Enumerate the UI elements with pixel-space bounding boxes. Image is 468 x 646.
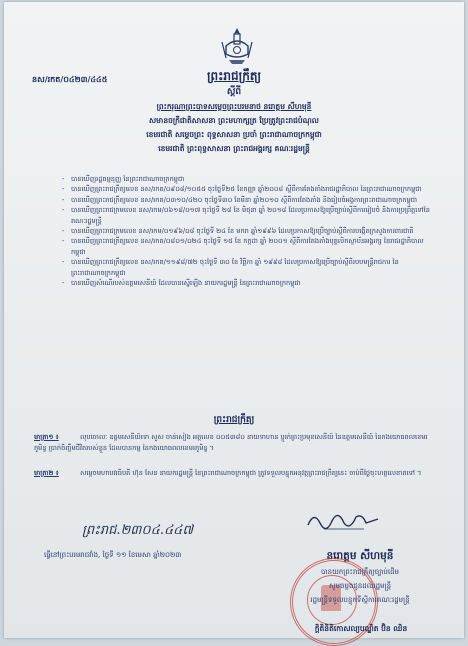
intro-line: ខេមរជាតិ សម្ដេចព្រះ ពុទ្ធសាសនា ប្រចាំ ព្រះរាជាណាចក្រកម្ពុជា [146, 130, 322, 139]
article-text: សម្ដេចមហាបវរធិបតី ហ៊ុន សែន នាយករដ្ឋមន្ត្រី នៃព្រះរាជាណាចក្រកម្ពុជា ត្រូវទទួលបន្ទុកអនុវត្តព្រះរាជក្រឹត្យនេះ ចាប់ពីថ្ងៃចុះហត្ថលេខាតទៅ ។ [80, 469, 422, 477]
signer-name: នរោត្តម សីហមុនី [326, 550, 394, 562]
reference-item: - បានឃើញព្រះរាជក្រឹត្យលេខ នស/រកត/០៨០១/០២៤ ចុះថ្ងៃទី ១៥ ខែ កក្កដា ឆ្នាំ ២០០១ ស្ដីពីការតែងតាំងបុគ្គលិកស្ថាប័នអង្គរក្ស នៃរាជរដ្ឋាភិបាលកម្ពុជា [62, 236, 434, 257]
reference-item: - បានឃើញសំណើរបស់ឧត្ដមសេនីយ៍ ដែលបានស្នើឡើង នាយករដ្ឋមន្ត្រី នៃព្រះរាជាណាចក្រកម្ពុជា [62, 278, 434, 288]
reference-item: - បានឃើញព្រះរាជក្រឹត្យលេខ នស/រកត/០៩០៨/១០៥៥ ចុះថ្ងៃទី២៥ ខែកញ្ញា ឆ្នាំ២០០៨ ស្ដីពីការតែងតាំងរាជរដ្ឋាភិបាល នៃព្រះរាជាណាចក្រកម្ពុជា [62, 184, 434, 194]
intro-line: ខេមរជាតិ ព្រះពុទ្ធសាសនា ព្រះរាជអង្គរក្ស គណៈរដ្ឋមន្ត្រី [158, 144, 310, 153]
place-and-date: ធ្វើនៅព្រះបរមរាជវាំង, ថ្ងៃទី ១១ ខែមេសា ឆ្នាំ២០២៣ [44, 551, 182, 559]
reference-list [62, 174, 434, 288]
handwritten-date: ព្រះរាជ.២៣០៤.៤៤៧ [82, 523, 194, 538]
reference-item: - បានឃើញព្រះរាជក្រឹត្យលេខ នស/រកត/១១៩៨/៧២ ចុះថ្ងៃទី ៣០ ខែ វិច្ឆិកា ឆ្នាំ ១៩៩៨ ដែលប្រកាសឱ្យប្រើច្បាប់ស្ដីពីរបបមន្ត្រីរាជការ នៃព្រះរាជាណាចក្រកម្ពុជា [62, 257, 434, 278]
decree-heading: ព្រះរាជក្រឹត្យ [213, 415, 255, 425]
reference-item: - បានឃើញព្រះរាជក្រមលេខ នស/រកម/០៦១៨/០១៧ ចុះថ្ងៃទី ២៨ ខែ មិថុនា ឆ្នាំ ២០១៨ ដែលប្រកាសឱ្យប្រើច្បាប់ស្ដីពីការរៀបចំ និងការប្រព្រឹត្តទៅនៃគណៈរដ្ឋមន្ត្រី [62, 205, 434, 226]
article-1 [34, 432, 434, 454]
document-page [4, 2, 464, 638]
reference-item: - បានឃើញព្រះរាជក្រមលេខ នស/រកម/០១៩៦/០៨ ចុះថ្ងៃទី ២៤ ខែ មករា ឆ្នាំ១៩៩៦ ដែលប្រកាសឱ្យប្រើច្បាប់ស្ដីពីការបង្កើតក្រសួងការពារជាតិ [62, 226, 434, 236]
reference-item: - បានឃើញព្រះរាជក្រឹត្យលេខ នស/រកត/០៣១០/៤២០ ចុះថ្ងៃទី៣០ ខែមីនា ឆ្នាំ២០១០ ស្ដីពីការតែងតាំង និងរៀបចំអង្គការព្រះរាជាណាចក្រកម្ពុជា [62, 195, 434, 205]
royal-emblem-icon [216, 24, 258, 66]
article-2 [34, 468, 434, 479]
intro-line: សមានចក្រីជាតិសាសនា ព្រះមហាក្សត្រ ប្រែត្រូវព្រះរាជបំណុល [149, 116, 319, 125]
intro-line: ព្រះករុណាព្រះបាទសម្ដេចព្រះបរមនាថ នរោត្តម សីហមុនី [156, 102, 312, 111]
royal-signature [304, 505, 382, 535]
document-title: ព្រះរាជក្រឹត្យ [206, 69, 262, 83]
certification-line: សូមចម្លងជូនដល់រដ្ឋមន្ត្រី [328, 582, 392, 590]
certifier-name: ក្តិតិនិតិកោសល្យបណ្ឌិត ប៊ិន ឈិន [314, 624, 408, 633]
document-subject: ស្ដីពី [226, 87, 242, 97]
reference-number: នស/រកត/០៤២៣/៤៤៥ [32, 75, 108, 84]
certification-line: បានយកព្រះរាជក្រឹត្យច្បាប់ដើម [321, 568, 399, 576]
certification-line: រដ្ឋមន្ត្រីទទួលបន្ទុកទីស្ដីការគណៈរដ្ឋមន្ត្រី [310, 596, 410, 604]
article-text: លុបចោលៈ ឧត្ដមសេនីយ៍ទោ សួស ចាន់សៀង អត្តលេខ ០០៥៣៨០ នាយទាហាន ប្ដូរក់ព្រះប្រមុខសេនីយ៍ នៃឧត្ដមសេនីយ៍ នៃកងយោធពលខេមរភូមិន្ទ ប្រាក់ចិញ្ចឹមជីវិតរបស់ខ្លួន ដែលបានកម្ម នៃកងយោធពលខេមរភូមិន្ទ ។ [34, 433, 428, 452]
article-label: មាត្រា២ ៖ [34, 469, 59, 477]
article-label: មាត្រា១ ៖ [34, 433, 59, 441]
reference-item: - បានឃើញរដ្ឋធម្មនុញ្ញ នៃព្រះរាជាណាចក្រកម្ពុជា [62, 174, 434, 184]
